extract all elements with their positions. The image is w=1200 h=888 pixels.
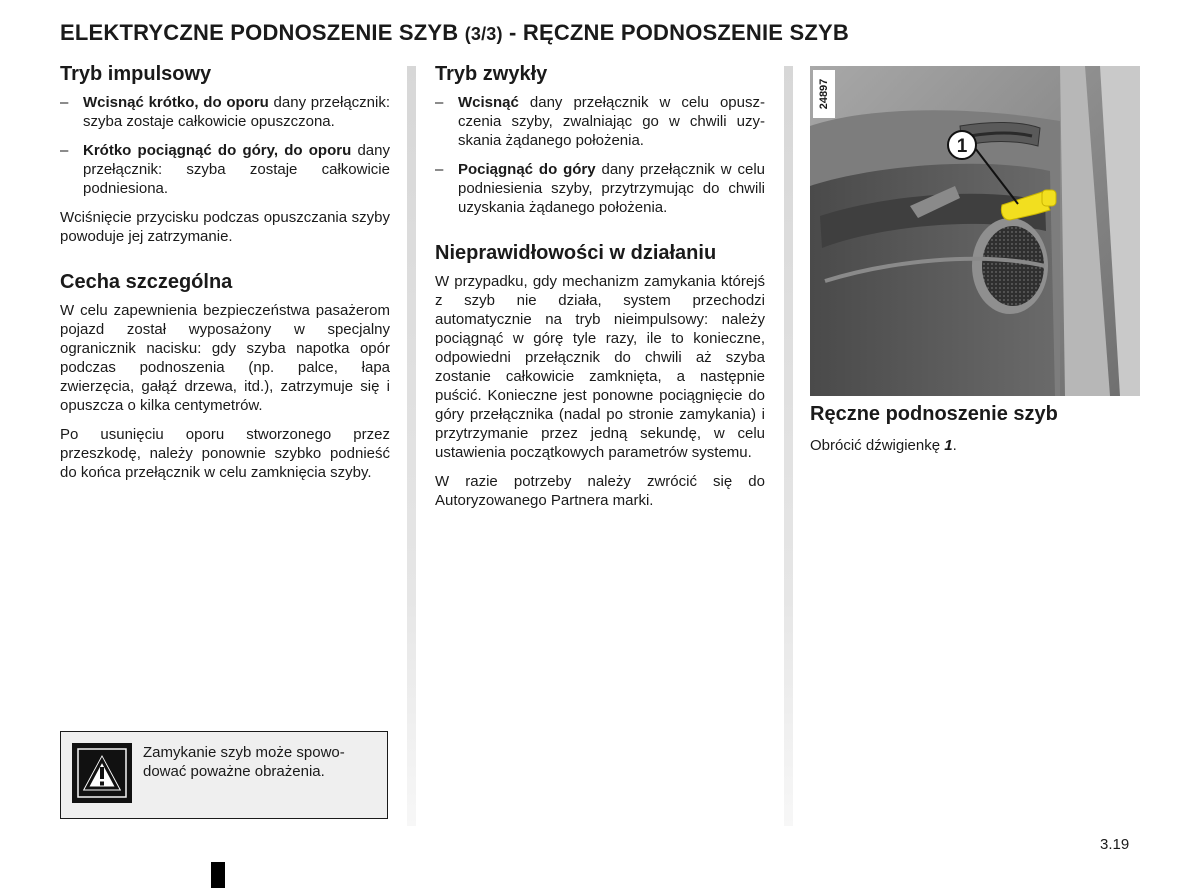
column-right-text — [810, 402, 1140, 465]
figure-code-label — [813, 70, 835, 118]
dash-mark: – — [435, 94, 444, 111]
instruction-bold: Krótko pociągnąć do góry, do oporu — [83, 142, 352, 159]
special-feature-paragraph: Po usunięciu oporu stworzonego przez przeszkodę, należy ponownie szybko podnieść do końca przełącznik w celu zamknięcia szyby. — [60, 426, 390, 481]
page-number: 3.19 — [1100, 836, 1130, 853]
malfunctions-paragraph: W razie potrzeby należy zwrócić się do Autoryzowanego Partnera marki. — [435, 473, 765, 509]
door-illustration — [810, 66, 1140, 396]
instruction-bold: Wcisnąć — [458, 94, 519, 111]
figure-code: 24897 — [818, 78, 830, 110]
dash-mark: – — [60, 142, 69, 159]
impulse-mode-note: Wciśnięcie przycisku podczas opuszczania szyby powoduje jej zatrzymanie. — [60, 209, 390, 245]
column-divider — [784, 66, 793, 826]
manual-instruction-end: . — [952, 437, 957, 454]
instruction-text: dany przełącznik w celu opuszczenia szyby, zwalniając go w chwili uzyskania żądanego położenia. — [458, 94, 765, 149]
section-heading-impulse-mode: Tryb impulsowy — [60, 63, 212, 85]
warning-box — [60, 731, 388, 819]
list-item — [435, 160, 765, 217]
instruction-bold: Wcisnąć krótko, do oporu — [83, 94, 269, 111]
instruction-text: dany przełącznik: szyba zostaje całkowicie opuszczona. — [83, 94, 391, 130]
dash-mark: – — [60, 94, 69, 111]
edge-marker — [211, 862, 225, 888]
callout-number: 1 — [947, 130, 977, 160]
manual-instruction-text: Obrócić dźwigienkę — [810, 437, 945, 454]
list-item — [60, 93, 390, 131]
manual-instruction-ref: 1 — [944, 437, 953, 454]
manual-instruction — [810, 436, 1140, 455]
dash-mark: – — [435, 161, 444, 178]
section-heading-normal-mode: Tryb zwykły — [435, 63, 548, 85]
instruction-text: dany przełącznik w celu podniesienia szyby, przytrzymując do chwili uzyskania żądanego położenia. — [458, 161, 765, 216]
impulse-mode-list — [60, 93, 390, 198]
title-rest: - RĘCZNE PODNOSZENIE SZYB — [509, 20, 849, 45]
special-feature-paragraph: W celu zapewnienia bezpieczeństwa pasażerom pojazd został wyposażony w specjalny ogranicznik nacisku: gdy szyba napotka opór podczas podnoszenia (np. palce, łapa zwierzęcia, gałąź drzewa, itd.), zatrzymuje się i opuszcza o kilka centymetrów. — [60, 302, 390, 414]
instruction-bold: Pociągnąć do góry — [458, 161, 596, 178]
title-part: (3/3) — [464, 24, 503, 44]
section-heading-malfunctions: Nieprawidłowości w działaniu — [435, 242, 717, 264]
list-item — [435, 93, 765, 150]
malfunctions-paragraph: W przypadku, gdy mechanizm zamykania którejś z szyb nie działa, system przechodzi automatycznie na tryb nieimpulsowy: należy pociągnąć w górę tyle razy, ile to konieczne, odpowiedni przełącznik do chwili aż szyba zostanie całkowicie zamknięta, a następnie puścić. Konieczne jest ponowne pociągnięcie do góry przełącznika (nadal po stronie zamykania) i przytrzymanie przez jedną sekundę, w celu ustawienia początkowych parametrów systemu. — [435, 273, 765, 461]
section-heading-manual-windows: Ręczne podnoszenie szyb — [810, 403, 1058, 425]
column-middle — [435, 60, 765, 520]
title-main: ELEKTRYCZNE PODNOSZENIE SZYB — [60, 20, 459, 45]
page-title — [60, 20, 1160, 46]
warning-icon — [72, 743, 132, 803]
section-heading-special-feature: Cecha szczególna — [60, 271, 233, 293]
column-divider — [407, 66, 416, 826]
instruction-text: dany przełącznik: szyba zostaje całkowicie podniesiona. — [83, 142, 390, 197]
warning-text: Zamykanie szyb może spowodować poważne obrażenia. — [143, 744, 345, 780]
normal-mode-list — [435, 93, 765, 217]
column-left — [60, 60, 390, 492]
list-item — [60, 141, 390, 198]
